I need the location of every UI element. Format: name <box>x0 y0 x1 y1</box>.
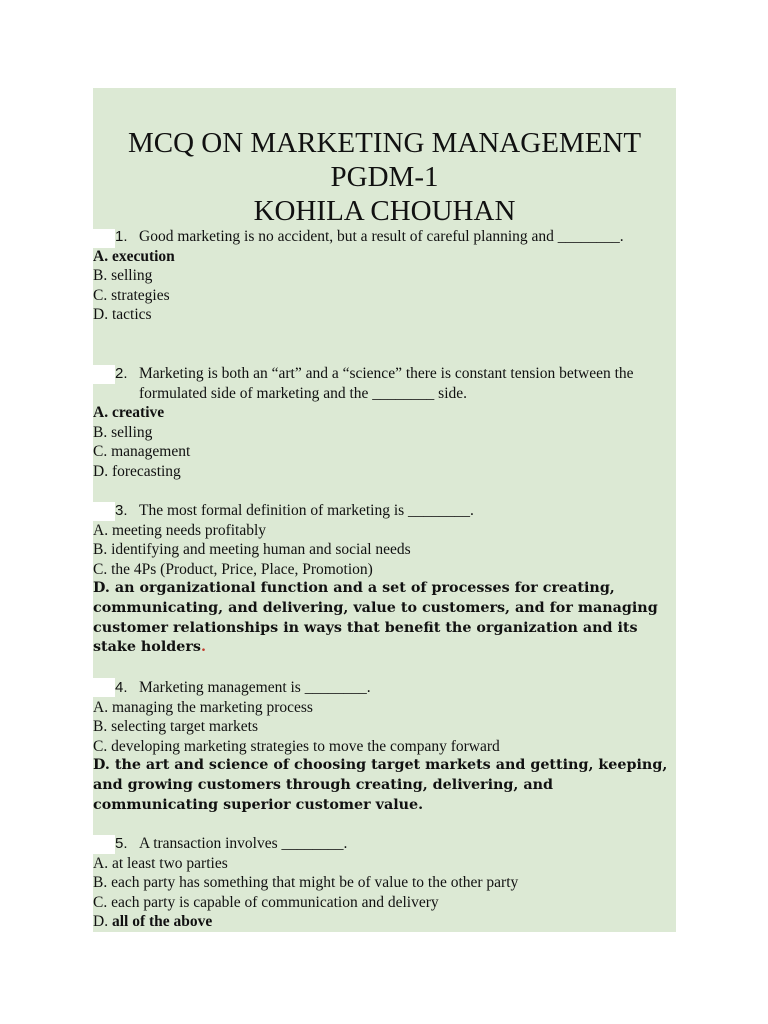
option-d-bold: all of the above <box>111 913 213 931</box>
option-a: A. at least two parties <box>93 854 228 872</box>
question-5 <box>93 834 676 932</box>
title-line-3: KOHILA CHOUHAN <box>253 195 516 227</box>
question-3 <box>93 501 676 658</box>
question-2 <box>93 364 676 482</box>
question-text: The most formal definition of marketing is ________. <box>139 502 474 519</box>
question-text: Marketing is both an “art” and a “science” there is constant tension between the formulated side of marketing and the ________ side. <box>139 365 634 402</box>
question-text: Good marketing is no accident, but a result of careful planning and ________. <box>139 228 624 245</box>
option-c: C. the 4Ps (Product, Price, Place, Promotion) <box>93 560 373 578</box>
question-1 <box>93 227 676 325</box>
option-a: A. managing the marketing process <box>93 698 313 716</box>
option-a-answer: A. execution <box>93 247 175 265</box>
option-d-trailing: . <box>200 639 206 656</box>
question-4 <box>93 678 676 815</box>
question-number: 1. <box>115 228 128 245</box>
title-line-2: PGDM-1 <box>330 161 439 193</box>
option-c: C. each party is capable of communication and delivery <box>93 893 439 911</box>
document-title <box>93 126 676 228</box>
option-d-text: D. an organizational function and a set of processes for creating, communicating, and delivering, value to customers, and for managing customer relationships in ways that benefit the organization and its stake holders <box>93 580 658 656</box>
question-number: 3. <box>115 502 128 519</box>
title-line-1: MCQ ON MARKETING MANAGEMENT <box>127 127 642 159</box>
option-b: B. selling <box>93 267 153 285</box>
option-d-prefix: D. <box>93 913 112 931</box>
option-b: B. identifying and meeting human and social needs <box>93 541 411 559</box>
question-text: Marketing management is ________. <box>139 679 371 696</box>
option-c: C. strategies <box>93 286 170 304</box>
option-a: A. meeting needs profitably <box>93 521 267 539</box>
option-d: D. forecasting <box>93 462 181 480</box>
option-d: D. tactics <box>93 306 152 324</box>
question-number: 4. <box>115 679 128 696</box>
document-page <box>93 88 676 932</box>
option-c: C. management <box>93 443 191 461</box>
question-text: A transaction involves ________. <box>139 835 348 852</box>
option-b: B. each party has something that might be of value to the other party <box>93 874 519 892</box>
option-b: B. selecting target markets <box>93 718 258 736</box>
option-d-answer <box>93 579 676 657</box>
option-c: C. developing marketing strategies to move the company forward <box>93 737 500 755</box>
option-b: B. selling <box>93 423 153 441</box>
option-d-answer: D. the art and science of choosing target markets and getting, keeping, and growing customers through creating, delivering, and communicating superior customer value. <box>93 757 668 813</box>
question-number: 5. <box>115 835 128 852</box>
question-number: 2. <box>115 365 128 382</box>
option-d-answer <box>93 912 676 932</box>
option-a-answer: A. creative <box>93 404 165 422</box>
